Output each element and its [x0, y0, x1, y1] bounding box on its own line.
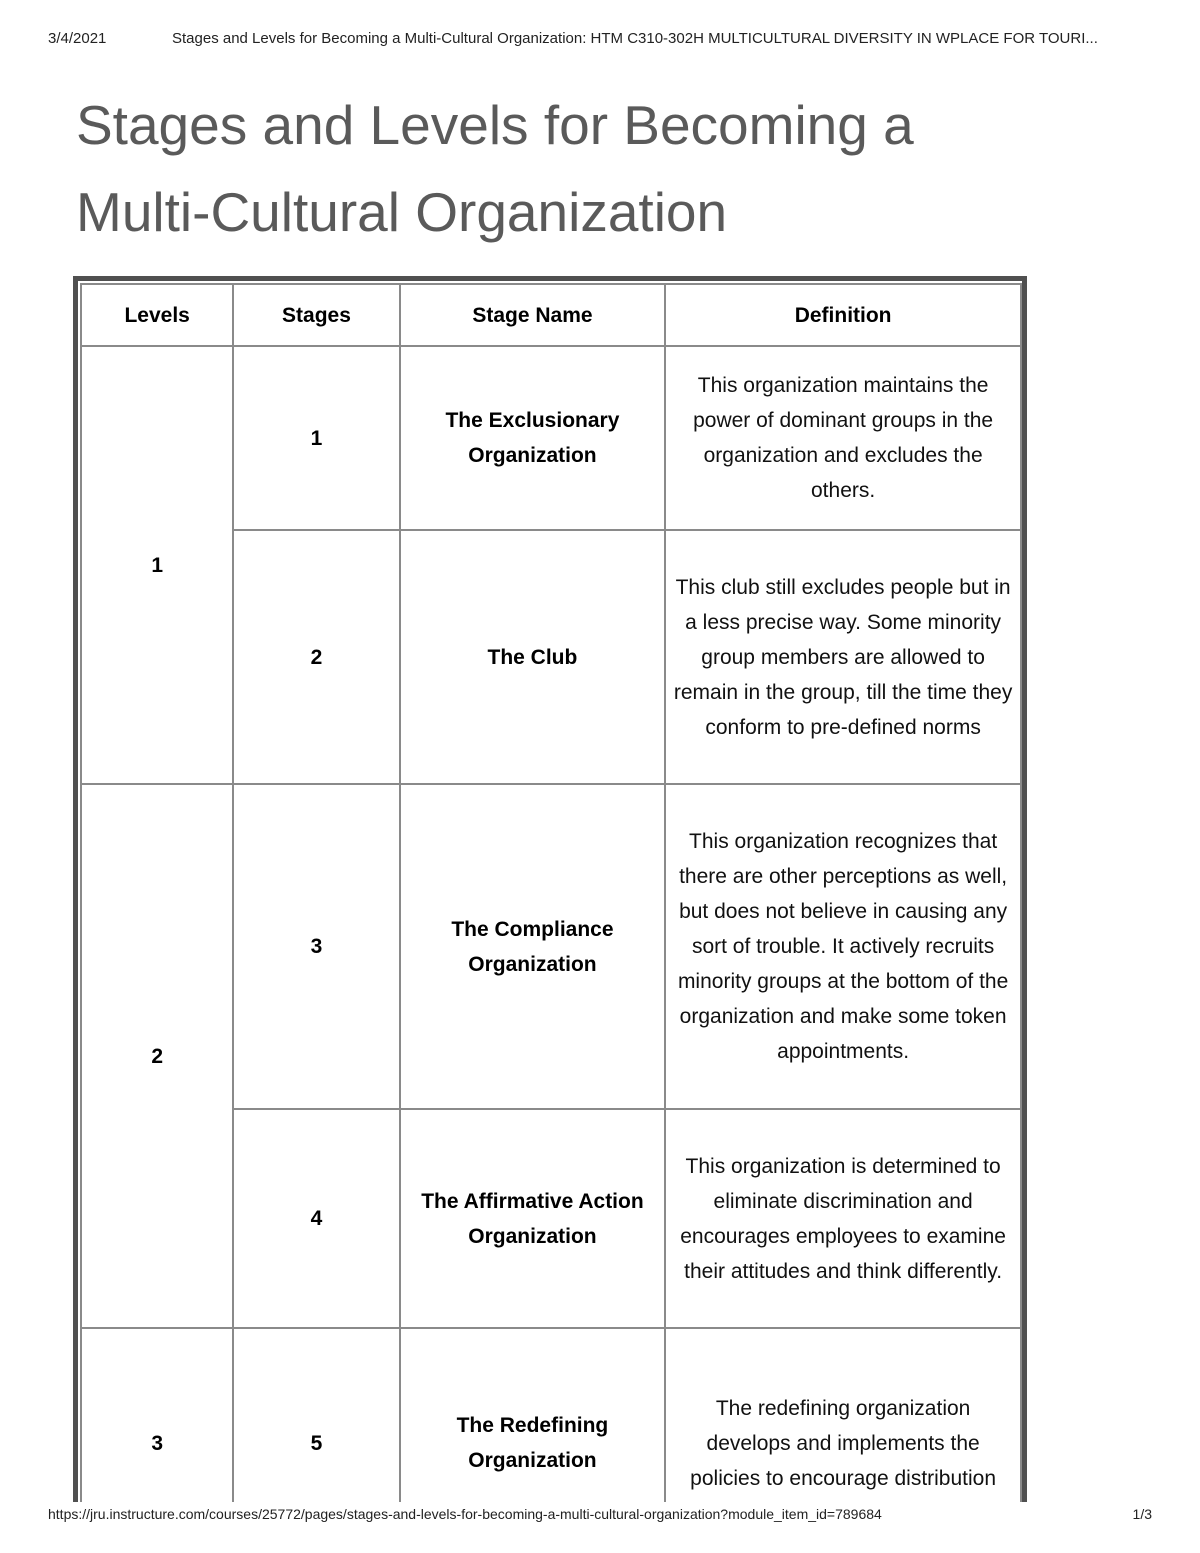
table-row	[81, 1328, 1021, 1502]
stages-table-container	[73, 276, 1027, 1502]
stage-cell: 1	[233, 346, 399, 530]
stage-cell: 2	[233, 530, 399, 784]
stage-cell: 3	[233, 784, 399, 1109]
definition-cell: The redefining organization develops and implements the policies to encourage distribution	[665, 1328, 1021, 1502]
column-header-stages: Stages	[233, 284, 399, 346]
level-cell: 1	[81, 346, 233, 784]
stages-table	[80, 283, 1022, 1502]
stage-name-cell: The Redefining Organization	[400, 1328, 666, 1502]
definition-cell: This organization recognizes that there are other perceptions as well, but does not believe in causing any sort of trouble. It actively recruits minority groups at the bottom of the organization and make some token appointments.	[665, 784, 1021, 1109]
stage-name-cell: The Affirmative Action Organization	[400, 1109, 666, 1328]
level-cell: 3	[81, 1328, 233, 1502]
level-cell: 2	[81, 784, 233, 1328]
table-row	[81, 346, 1021, 530]
definition-cell: This club still excludes people but in a less precise way. Some minority group members are allowed to remain in the group, till the time they conform to pre-defined norms	[665, 530, 1021, 784]
column-header-definition: Definition	[665, 284, 1021, 346]
table-row	[81, 784, 1021, 1109]
column-header-stage-name: Stage Name	[400, 284, 666, 346]
print-date: 3/4/2021	[48, 30, 107, 47]
page-title-line-1: Stages and Levels for Becoming a	[76, 94, 914, 156]
definition-cell: This organization maintains the power of dominant groups in the organization and excludes the others.	[665, 346, 1021, 530]
column-header-levels: Levels	[81, 284, 233, 346]
print-footer	[48, 1506, 1152, 1526]
definition-cell: This organization is determined to eliminate discrimination and encourages employees to examine their attitudes and think differently.	[665, 1109, 1021, 1328]
stage-cell: 5	[233, 1328, 399, 1502]
stage-name-cell: The Club	[400, 530, 666, 784]
stage-cell: 4	[233, 1109, 399, 1328]
page-number: 1/3	[1132, 1506, 1152, 1522]
page-url: https://jru.instructure.com/courses/25772/pages/stages-and-levels-for-becoming-a-multi-cultural-organization?module_item_id=789684	[48, 1506, 882, 1522]
print-header	[48, 30, 1152, 50]
stage-name-cell: The Exclusionary Organization	[400, 346, 666, 530]
table-header-row	[81, 284, 1021, 346]
page-title	[76, 82, 1076, 256]
stage-name-cell: The Compliance Organization	[400, 784, 666, 1109]
print-document-title: Stages and Levels for Becoming a Multi-Cultural Organization: HTM C310-302H MULTICULTURAL DIVERSITY IN WPLACE FOR TOURI...	[172, 30, 1098, 47]
page-title-line-2: Multi-Cultural Organization	[76, 181, 728, 243]
